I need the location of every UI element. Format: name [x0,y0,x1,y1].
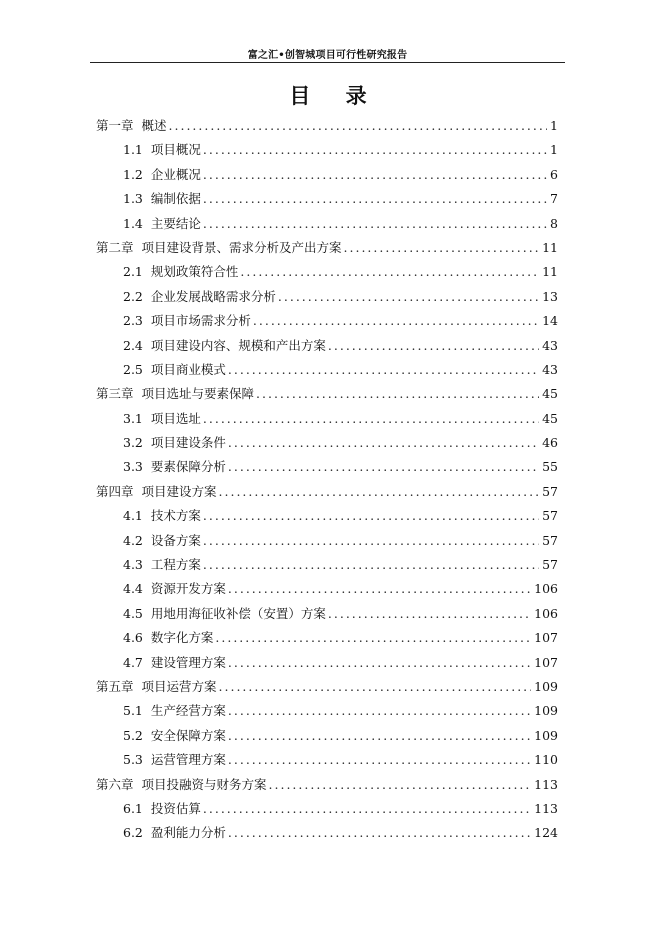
toc-page-number: 46 [542,435,558,451]
toc-section-entry[interactable] [96,187,558,211]
toc-section-entry[interactable] [96,285,558,309]
toc-page-number: 55 [542,459,558,475]
toc-page-number: 106 [534,605,558,621]
toc-entry-label: 项目投融资与财务方案 [141,776,267,792]
toc-chapter-entry[interactable] [96,675,558,699]
toc-dot-leader [228,821,531,845]
toc-entry-number: 3.2 [123,435,143,451]
toc-dot-leader [228,431,539,455]
toc-entry-number: 4.6 [123,630,143,646]
toc-entry-number: 第四章 [96,483,134,499]
toc-entry-number: 6.1 [123,800,143,816]
toc-page-number: 11 [542,264,558,280]
toc-entry-number: 1.2 [123,166,143,182]
toc-entry-label: 资源开发方案 [150,581,226,597]
toc-dot-leader [219,480,540,504]
toc-entry-label: 项目建设背景、需求分析及产出方案 [141,239,342,255]
toc-dot-leader [328,602,531,626]
toc-page-number: 1 [550,118,558,133]
toc-entry-number: 4.2 [123,532,143,548]
toc-entry-label: 设备方案 [150,532,201,548]
toc-entry-number: 第二章 [96,239,134,255]
toc-entry-label: 项目概况 [150,142,201,158]
toc-page-number: 14 [542,313,558,329]
toc-entry-label: 企业概况 [150,166,201,182]
toc-entry-number: 4.7 [123,654,143,670]
toc-entry-number: 4.3 [123,557,143,573]
toc-page-number: 113 [534,776,558,792]
toc-page-number: 113 [534,800,558,816]
toc-page-number: 107 [534,654,558,670]
toc-entry-label: 概述 [141,118,167,133]
toc-entry-label: 规划政策符合性 [150,264,239,280]
toc-section-entry[interactable] [96,504,558,528]
toc-section-entry[interactable] [96,431,558,455]
toc-page-number: 106 [534,581,558,597]
toc-section-entry[interactable] [96,821,558,845]
toc-entry-label: 数字化方案 [150,630,214,646]
toc-entry-number: 第一章 [96,118,134,133]
toc-entry-number: 4.4 [123,581,143,597]
toc-dot-leader [219,675,532,699]
toc-page-number: 57 [542,508,558,524]
toc-entry-number: 2.3 [123,313,143,329]
toc-entry-label: 项目运营方案 [141,678,217,694]
toc-dot-leader [203,187,547,211]
toc-entry-number: 2.4 [123,337,143,353]
toc-chapter-entry[interactable] [96,236,558,260]
toc-section-entry[interactable] [96,553,558,577]
toc-dot-leader [253,309,539,333]
toc-entry-number: 1.4 [123,215,143,231]
toc-section-entry[interactable] [96,138,558,162]
toc-dot-leader [228,651,531,675]
toc-section-entry[interactable] [96,407,558,431]
toc-chapter-entry[interactable] [96,382,558,406]
toc-entry-label: 主要结论 [150,215,201,231]
toc-dot-leader [228,455,539,479]
toc-entry-label: 项目建设内容、规模和产出方案 [150,337,326,353]
toc-dot-leader [203,407,539,431]
toc-section-entry[interactable] [96,577,558,601]
toc-section-entry[interactable] [96,626,558,650]
toc-entry-label: 用地用海征收补偿（安置）方案 [150,605,326,621]
toc-page-number: 57 [542,532,558,548]
toc-dot-leader [256,382,539,406]
toc-page-number: 13 [542,288,558,304]
toc-section-entry[interactable] [96,358,558,382]
toc-page-number: 43 [542,337,558,353]
toc-page-number: 45 [542,410,558,426]
toc-entry-label: 投资估算 [150,800,201,816]
toc-title: 目 录 [289,83,381,108]
toc-entry-label: 企业发展战略需求分析 [150,288,276,304]
toc-chapter-entry[interactable] [96,773,558,797]
toc-page-number: 57 [542,557,558,573]
toc-page-number: 107 [534,630,558,646]
table-of-contents [96,114,558,846]
toc-entry-label: 项目建设条件 [150,435,226,451]
toc-section-entry[interactable] [96,455,558,479]
toc-page-number: 45 [542,386,558,402]
toc-entry-label: 项目选址 [150,410,201,426]
toc-dot-leader [215,626,531,650]
toc-entry-number: 5.3 [123,752,143,768]
toc-entry-label: 编制依据 [150,191,201,207]
toc-entry-number: 第五章 [96,678,134,694]
toc-entry-number: 3.1 [123,410,143,426]
toc-section-entry[interactable] [96,602,558,626]
toc-dot-leader [203,212,547,236]
toc-entry-number: 2.5 [123,361,143,377]
toc-dot-leader [203,163,547,187]
toc-entry-label: 盈利能力分析 [150,825,226,841]
toc-entry-number: 6.2 [123,825,143,841]
toc-page-number: 110 [534,752,558,768]
toc-page-number: 1 [550,142,558,158]
toc-section-entry[interactable] [96,334,558,358]
toc-entry-number: 2.2 [123,288,143,304]
toc-entry-number: 2.1 [123,264,143,280]
toc-dot-leader [203,797,531,821]
toc-entry-number: 3.3 [123,459,143,475]
toc-dot-leader [328,334,539,358]
toc-entry-label: 工程方案 [150,557,201,573]
toc-page-number: 7 [550,191,558,207]
toc-chapter-entry[interactable] [96,114,558,138]
toc-entry-number: 5.1 [123,703,143,719]
toc-section-entry[interactable] [96,309,558,333]
toc-page-number: 109 [534,727,558,743]
toc-dot-leader [203,504,539,528]
toc-page-number: 109 [534,678,558,694]
toc-dot-leader [228,358,539,382]
toc-dot-leader [169,114,548,138]
toc-entry-number: 1.1 [123,142,143,158]
toc-page-number: 8 [550,215,558,231]
toc-entry-label: 项目商业模式 [150,361,226,377]
toc-dot-leader [240,260,539,284]
toc-dot-leader [203,553,539,577]
toc-section-entry[interactable] [96,797,558,821]
toc-dot-leader [228,724,531,748]
toc-page-number: 124 [534,825,558,841]
toc-section-entry[interactable] [96,699,558,723]
toc-section-entry[interactable] [96,748,558,772]
toc-page-number: 11 [542,239,558,255]
toc-section-entry[interactable] [96,260,558,284]
toc-entry-number: 第六章 [96,776,134,792]
toc-page-number: 6 [550,166,558,182]
toc-section-entry[interactable] [96,163,558,187]
toc-page-number: 43 [542,361,558,377]
toc-section-entry[interactable] [96,651,558,675]
toc-chapter-entry[interactable] [96,480,558,504]
toc-page-number: 109 [534,703,558,719]
toc-section-entry[interactable] [96,724,558,748]
toc-entry-label: 项目选址与要素保障 [141,386,255,402]
toc-entry-label: 安全保障方案 [150,727,226,743]
toc-entry-label: 要素保障分析 [150,459,226,475]
toc-dot-leader [228,577,531,601]
toc-entry-label: 项目建设方案 [141,483,217,499]
toc-dot-leader [278,285,539,309]
toc-entry-number: 4.5 [123,605,143,621]
toc-entry-label: 建设管理方案 [150,654,226,670]
toc-dot-leader [203,138,547,162]
toc-section-entry[interactable] [96,529,558,553]
toc-entry-number: 5.2 [123,727,143,743]
toc-entry-number: 1.3 [123,191,143,207]
toc-dot-leader [344,236,540,260]
toc-entry-label: 生产经营方案 [150,703,226,719]
toc-entry-number: 4.1 [123,508,143,524]
toc-entry-label: 项目市场需求分析 [150,313,251,329]
toc-entry-label: 运营管理方案 [150,752,226,768]
toc-dot-leader [203,529,539,553]
toc-dot-leader [228,699,531,723]
toc-entry-number: 第三章 [96,386,134,402]
toc-section-entry[interactable] [96,212,558,236]
header-rule [90,62,565,63]
toc-page-number: 57 [542,483,558,499]
page-header: 富之汇•创智城项目可行性研究报告 [247,50,408,61]
toc-entry-label: 技术方案 [150,508,201,524]
toc-dot-leader [228,748,531,772]
toc-dot-leader [269,773,532,797]
